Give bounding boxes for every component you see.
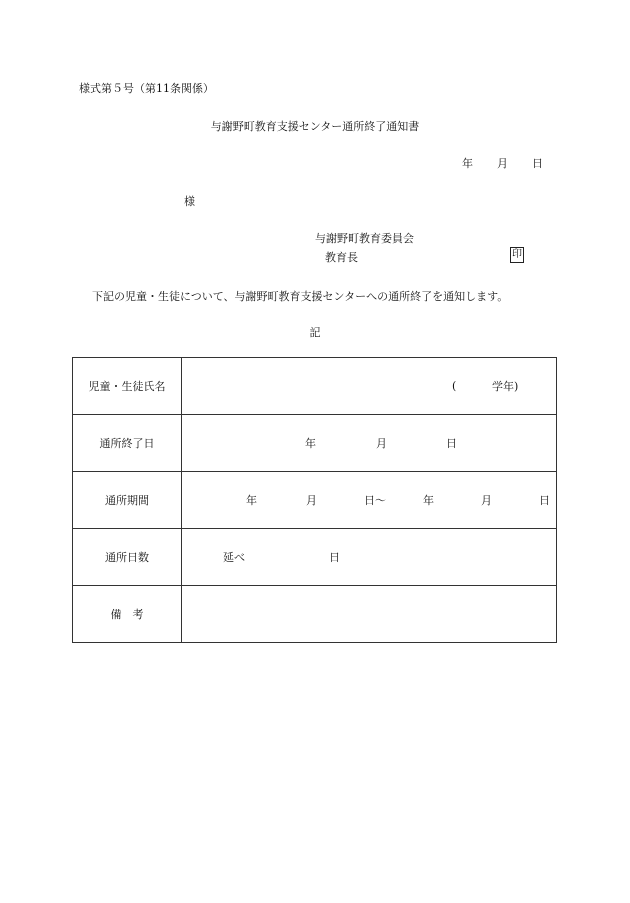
grade-paren-open: ( [452,379,457,393]
period-end-day: 日 [539,494,550,507]
ki-heading: 記 [309,326,321,339]
period-start-day: 日～ [364,494,386,507]
period-label: 通所期間 [73,472,182,529]
period-field[interactable] [182,472,557,529]
notification-body-text: 下記の児童・生徒について、与謝野町教育支援センターへの通所終了を通知します。 [92,290,509,303]
days-unit: 日 [329,551,340,564]
table-row-end-date [73,415,557,472]
student-name-field[interactable] [182,358,557,415]
remarks-label: 備 考 [73,586,182,643]
end-date-field[interactable] [182,415,557,472]
issuer-title: 教育長 [325,251,358,264]
student-name-label: 児童・生徒氏名 [73,358,182,415]
period-end-year: 年 [423,494,434,507]
date-line [462,155,543,171]
period-start-month: 月 [306,494,317,507]
remarks-field[interactable] [182,586,557,643]
end-date-year: 年 [305,437,316,450]
end-date-label: 通所終了日 [73,415,182,472]
table-row-student-name [73,358,557,415]
date-year: 年 [462,157,473,170]
addressee-suffix: 様 [184,195,195,208]
period-start-year: 年 [246,494,257,507]
date-day: 日 [532,157,543,170]
table-row-remarks [73,586,557,643]
table-row-days [73,529,557,586]
days-label: 通所日数 [73,529,182,586]
date-month: 月 [497,157,508,170]
table-row-period [73,472,557,529]
days-field[interactable] [182,529,557,586]
issuer-organization: 与謝野町教育委員会 [315,232,414,245]
document-title: 与謝野町教育支援センター通所終了通知書 [210,120,420,133]
period-end-month: 月 [481,494,492,507]
end-date-day: 日 [446,437,457,450]
days-nobe: 延べ [223,551,245,564]
end-date-month: 月 [376,437,387,450]
form-number-label: 様式第５号（第11条関係） [79,82,214,95]
grade-label: 学年) [492,380,519,393]
seal-mark: 印 [510,247,524,263]
notification-table [72,357,557,643]
